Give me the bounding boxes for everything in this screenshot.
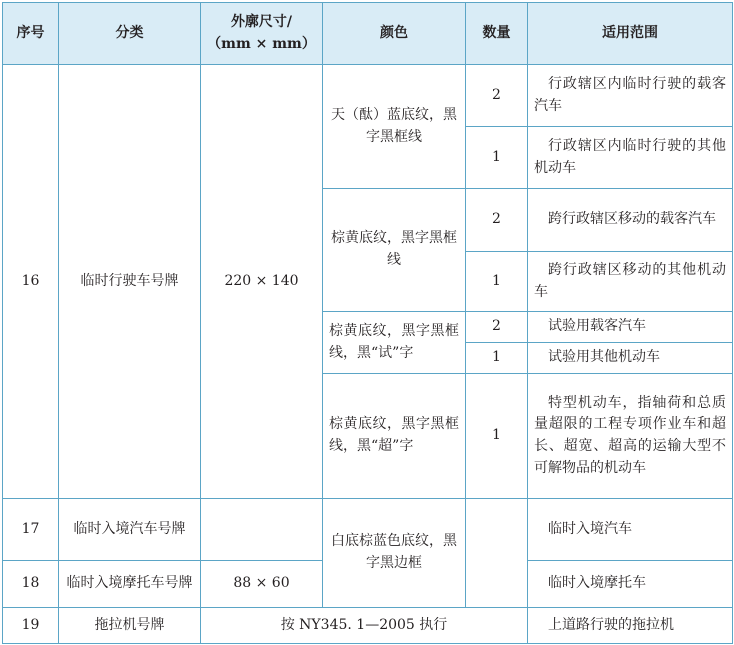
row18-seq: 18 bbox=[3, 561, 59, 608]
row16-qty-c2: 1 bbox=[466, 343, 528, 374]
row16-qty-b2: 1 bbox=[466, 252, 528, 312]
row17-size bbox=[201, 499, 323, 561]
row16-scope-c2: 试验用其他机动车 bbox=[528, 343, 733, 374]
row16-qty-a2: 1 bbox=[466, 127, 528, 189]
row17-18-color: 白底棕蓝色底纹，黑字黑边框 bbox=[323, 499, 466, 608]
table-row bbox=[3, 65, 733, 127]
row16-color-c: 棕黄底纹，黑字黑框线，黑“试”字 bbox=[323, 312, 466, 374]
header-size-unit: （mm × mm） bbox=[207, 35, 316, 52]
row17-seq: 17 bbox=[3, 499, 59, 561]
row18-scope: 临时入境摩托车 bbox=[528, 561, 733, 608]
row16-color-a: 天（酞）蓝底纹，黑字黑框线 bbox=[323, 65, 466, 189]
row16-scope-b1: 跨行政辖区移动的载客汽车 bbox=[528, 189, 733, 252]
row16-qty-b1: 2 bbox=[466, 189, 528, 252]
header-scope: 适用范围 bbox=[528, 3, 733, 65]
row16-scope-d: 特型机动车，指轴荷和总质量超限的工程专项作业车和超长、超宽、超高的运输大型不可解物品的机动车 bbox=[528, 374, 733, 499]
row19-category: 拖拉机号牌 bbox=[59, 608, 201, 644]
row16-qty-a1: 2 bbox=[466, 65, 528, 127]
row17-18-qty bbox=[466, 499, 528, 608]
row17-category: 临时入境汽车号牌 bbox=[59, 499, 201, 561]
row16-seq: 16 bbox=[3, 65, 59, 499]
header-category: 分类 bbox=[59, 3, 201, 65]
header-quantity: 数量 bbox=[466, 3, 528, 65]
table-row bbox=[3, 499, 733, 561]
header-row bbox=[3, 3, 733, 65]
row17-scope: 临时入境汽车 bbox=[528, 499, 733, 561]
table-row bbox=[3, 608, 733, 644]
plates-table bbox=[2, 2, 733, 644]
row16-color-d: 棕黄底纹，黑字黑框线，黑“超”字 bbox=[323, 374, 466, 499]
row16-size: 220 × 140 bbox=[201, 65, 323, 499]
row18-size: 88 × 60 bbox=[201, 561, 323, 608]
header-seq: 序号 bbox=[3, 3, 59, 65]
row16-color-b: 棕黄底纹，黑字黑框线 bbox=[323, 189, 466, 312]
header-color: 颜色 bbox=[323, 3, 466, 65]
row18-category: 临时入境摩托车号牌 bbox=[59, 561, 201, 608]
header-size bbox=[201, 3, 323, 65]
row16-scope-a2: 行政辖区内临时行驶的其他机动车 bbox=[528, 127, 733, 189]
row19-scope: 上道路行驶的拖拉机 bbox=[528, 608, 733, 644]
row19-seq: 19 bbox=[3, 608, 59, 644]
row16-qty-c1: 2 bbox=[466, 312, 528, 343]
row16-qty-d: 1 bbox=[466, 374, 528, 499]
row16-scope-b2: 跨行政辖区移动的其他机动车 bbox=[528, 252, 733, 312]
row16-category: 临时行驶车号牌 bbox=[59, 65, 201, 499]
row16-scope-a1: 行政辖区内临时行驶的载客汽车 bbox=[528, 65, 733, 127]
header-size-line1: 外廓尺寸/ bbox=[230, 13, 293, 30]
row16-scope-c1: 试验用载客汽车 bbox=[528, 312, 733, 343]
row19-standard-note: 按 NY345. 1—2005 执行 bbox=[201, 608, 528, 644]
